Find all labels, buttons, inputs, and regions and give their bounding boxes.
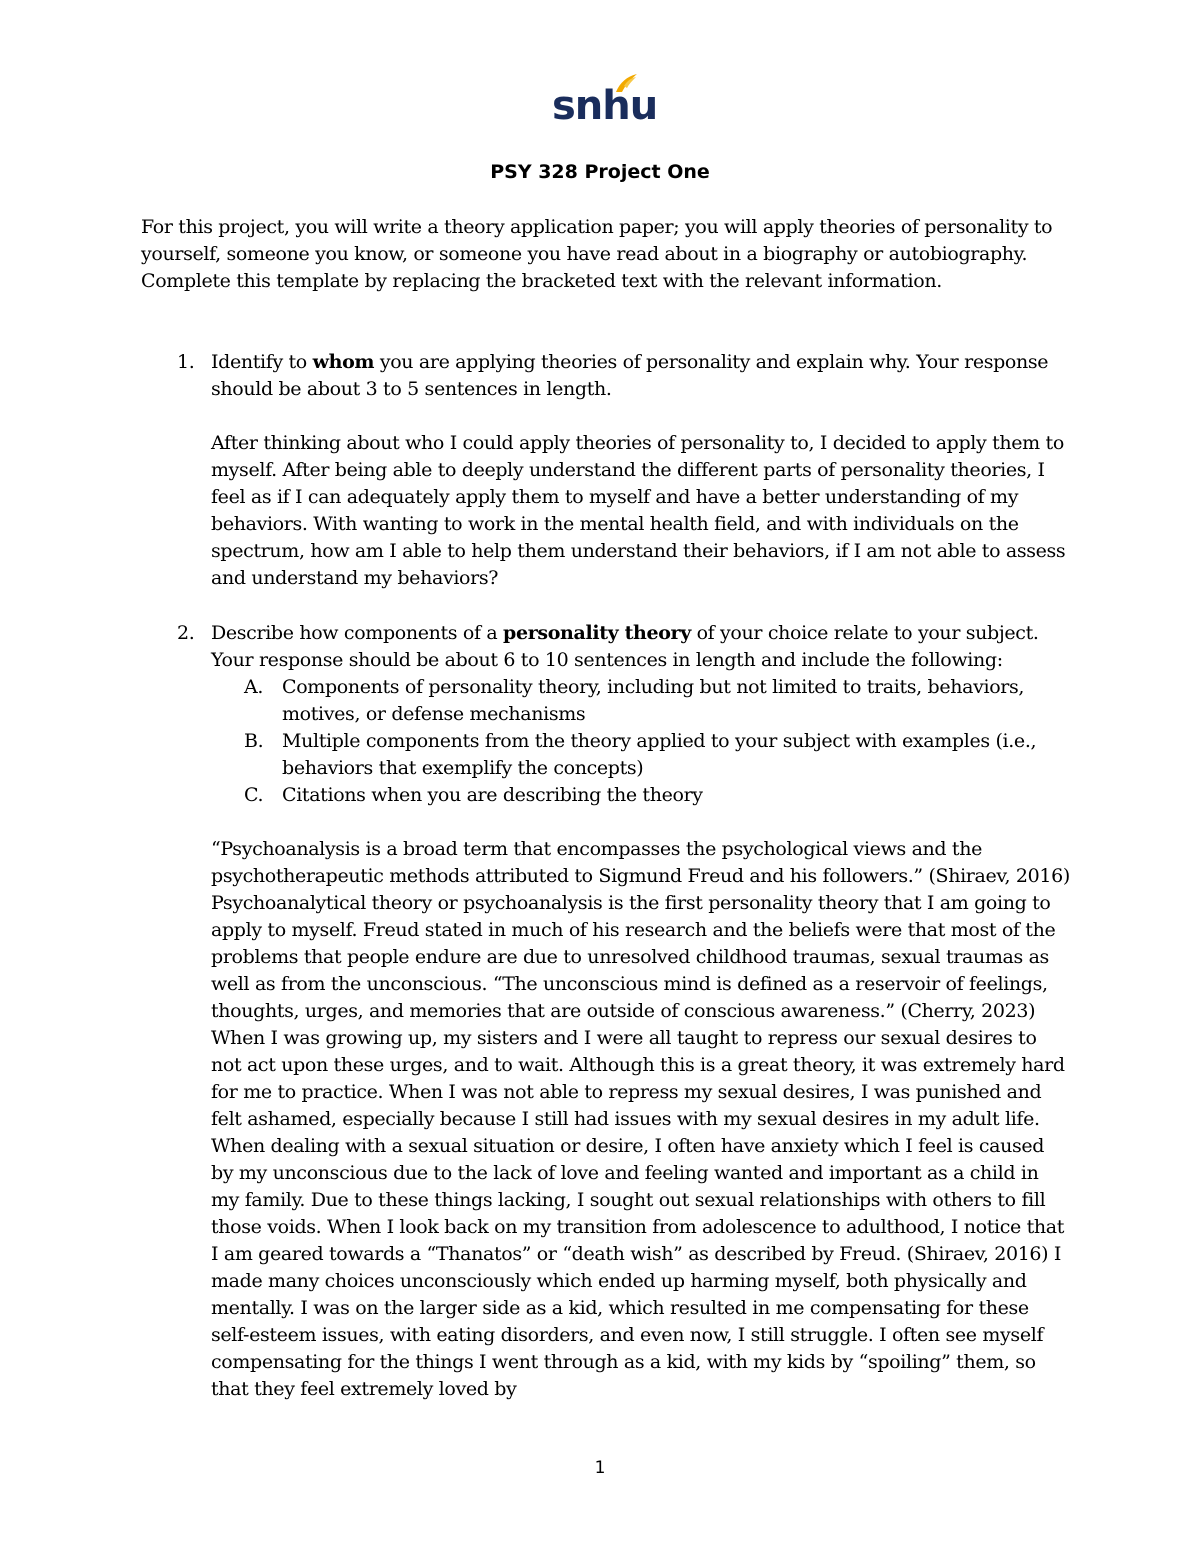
answer-1: After thinking about who I could apply theories of personality to, I decided to apply them to myself. After being able to deeply understand the different parts of personality theories, I feel as if I can adequately apply them to myself and have a better understanding of my behaviors. With wanting to work in the mental health field, and with individuals on the spectrum, how am I able to help them understand their behaviors, if I am not able to assess and understand my behaviors? (211, 432, 1066, 589)
list-letter: C. (244, 784, 264, 806)
page-title: PSY 328 Project One (490, 161, 710, 183)
question-number: 1. (177, 351, 195, 373)
answer-2: “Psychoanalysis is a broad term that encompasses the psychological views and the psychotherapeutic methods attributed to Sigmund Freud and his followers.” (Shiraev, 2016) Psychoanalytical theory or psychoanalysis is the first personality theory that I am going to apply to myself. Freud stated in much of his research and the beliefs were that most of the problems that people endure are due to unresolved childhood traumas, sexual traumas as well as from the unconscious. “The unconscious mind is defined as a reservoir of feelings, thoughts, urges, and memories that are outside of conscious awareness.” (Cherry, 2023) When I was growing up, my sisters and I were all taught to repress our sexual desires to not act upon these urges, and to wait. Although this is a great theory, it was extremely hard for me to practice. When I was not able to repress my sexual desires, I was punished and felt ashamed, especially because I still had issues with my sexual desires in my adult life. When dealing with a sexual situation or desire, I often have anxiety which I feel is caused by my unconscious due to the lack of love and feeling wanted and important as a child in my family. Due to these things lacking, I sought out sexual relationships with others to fill those voids. When I look back on my transition from adolescence to adulthood, I notice that I am geared towards a “Thanatos” or “death wish” as described by Freud. (Shiraev, 2016) I made many choices unconsciously which ended up harming myself, both physically and mentally. I was on the larger side as a kid, which resulted in me compensating for these self-esteem issues, with eating disorders, and even now, I still struggle. I often see myself compensating for the things I went through as a kid, with my kids by “spoiling” them, so that they feel extremely loved by (211, 838, 1070, 1400)
question-number: 2. (177, 622, 195, 644)
list-text: Components of personality theory, including but not limited to traits, behaviors, motives, or defense mechanisms (282, 676, 1025, 725)
snhu-logo (552, 72, 658, 132)
question-text: Describe how components of a personality theory of your choice relate to your subject. Your response should be about 6 to 10 sentences in length and include the following: (211, 622, 1039, 671)
question-text: Identify to whom you are applying theories of personality and explain why. Your response should be about 3 to 5 sentences in length. (211, 351, 1049, 400)
question-emphasis: whom (312, 351, 375, 373)
list-text: Citations when you are describing the theory (282, 784, 703, 806)
list-letter: B. (244, 730, 264, 752)
logo-wordmark: snhu (552, 83, 658, 129)
intro-paragraph: For this project, you will write a theory application paper; you will apply theories of personality to yourself, someone you know, or someone you have read about in a biography or autobiography. Complete this template by replacing the bracketed text with the relevant information. (141, 216, 1053, 292)
list-text: Multiple components from the theory applied to your subject with examples (i.e., behaviors that exemplify the concepts) (282, 730, 1037, 779)
question-emphasis: personality theory (503, 622, 691, 644)
list-letter: A. (244, 676, 264, 698)
page-number: 1 (594, 1458, 606, 1478)
